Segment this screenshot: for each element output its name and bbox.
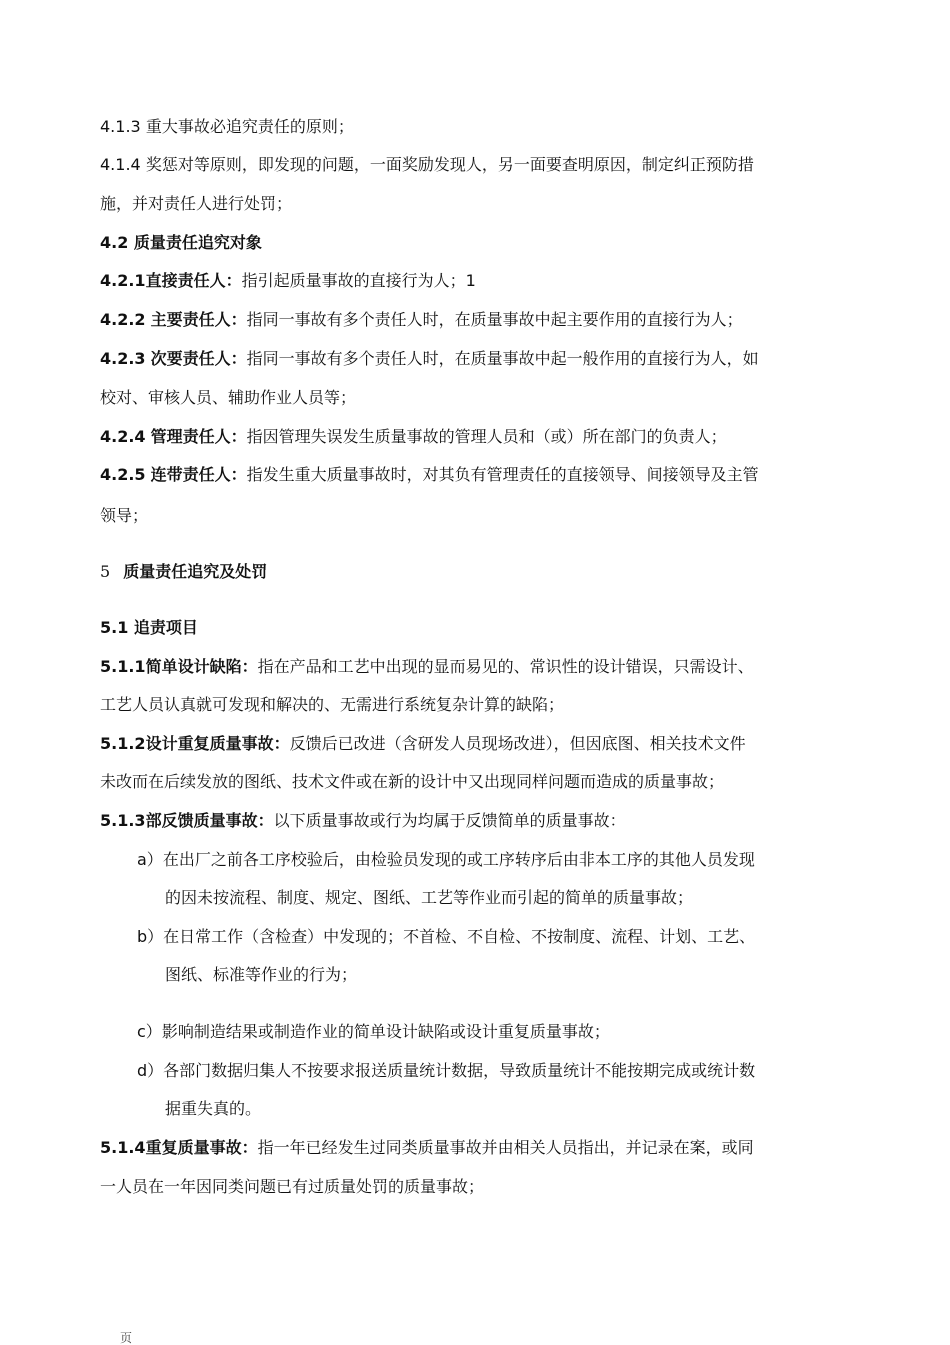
section-number: 5.1 [100,618,129,637]
heading-5 [100,561,267,583]
list-label: b） [137,927,164,946]
section-number: 5.1.1 [100,657,146,676]
term: 主要责任人： [150,310,247,329]
section-number: 4.2.2 [100,310,146,329]
term: 重复质量事故： [145,1138,258,1157]
term: 连带责任人： [150,465,247,484]
para-text: 反馈后已改进（含研发人员现场改进），但因底图、相关技术文件 [289,734,746,753]
term: 次要责任人： [150,349,247,368]
para-4-2-2 [100,309,743,331]
list-item-a-cont [165,887,693,909]
para-4-2-3-cont [100,387,356,409]
term: 简单设计缺陷： [145,657,258,676]
list-label: a） [137,850,163,869]
para-text: 指一年已经发生过同类质量事故并由相关人员指出，并记录在案，或同 [257,1138,754,1157]
para-text: 指因管理失误发生质量事故的管理人员和（或）所在部门的负责人； [246,427,727,446]
para-4-1-3 [100,116,354,138]
heading-5-1 [100,617,198,639]
para-text: 以下质量事故或行为均属于反馈简单的质量事故： [273,811,626,830]
para-5-1-1 [100,656,754,678]
para-text: 未改而在后续发放的图纸、技术文件或在新的设计中又出现同样问题而造成的质量事故； [100,772,725,791]
page-footer-label: 页 [120,1331,133,1345]
section-number: 5.1.2 [100,734,146,753]
section-number: 4.2.3 [100,349,146,368]
para-4-1-4 [100,154,754,176]
list-item-d [137,1060,755,1082]
heading-title: 追责项目 [133,618,198,637]
section-number: 5 [100,562,111,581]
list-item-c [137,1021,610,1043]
para-5-1-2 [100,733,746,755]
heading-title: 质量责任追究对象 [133,233,262,252]
section-number: 4.2.4 [100,427,146,446]
para-4-1-4-cont [100,193,292,215]
section-number: 4.2.1 [100,271,146,290]
para-text: 领导； [100,506,149,525]
list-text: 在日常工作（含检查）中发现的；不首检、不自检、不按制度、流程、计划、工艺、 [163,927,756,946]
para-text: 工艺人员认真就可发现和解决的、无需进行系统复杂计算的缺陷； [100,695,565,714]
term: 设计重复质量事故： [145,734,290,753]
section-number: 4.1.4 [100,155,141,174]
section-number: 5.1.3 [100,811,146,830]
para-text: 指同一事故有多个责任人时，在质量事故中起主要作用的直接行为人； [246,310,743,329]
para-text: 施，并对责任人进行处罚； [100,194,293,213]
list-text: 在出厂之前各工序校验后，由检验员发现的或工序转序后由非本工序的其他人员发现 [162,850,755,869]
list-item-b-cont [165,964,357,986]
term: 部反馈质量事故： [145,811,274,830]
para-4-2-5 [100,464,759,486]
term: 直接责任人： [145,271,242,290]
term: 管理责任人： [150,427,247,446]
list-label: d） [137,1061,164,1080]
section-number: 4.2.5 [100,465,146,484]
para-text: 校对、审核人员、辅助作业人员等； [100,388,357,407]
list-item-a [137,849,755,871]
para-5-1-3 [100,810,626,832]
para-4-2-5-cont [100,505,148,527]
para-text: 奖惩对等原则，即发现的问题，一面奖励发现人，另一面要查明原因，制定纠正预防措 [145,155,754,174]
para-text: 指引起质量事故的直接行为人；1 [241,271,476,290]
para-text: 重大事故必追究责任的原则； [145,117,354,136]
heading-title: 质量责任追究及处罚 [123,562,268,581]
heading-4-2 [100,232,262,254]
list-item-d-cont [165,1098,261,1120]
list-text: 影响制造结果或制造作业的简单设计缺陷或设计重复质量事故； [161,1022,610,1041]
list-text: 的因未按流程、制度、规定、图纸、工艺等作业而引起的简单的质量事故； [165,888,694,907]
para-4-2-4 [100,426,727,448]
list-label: c） [137,1022,162,1041]
para-4-2-3 [100,348,759,370]
list-text: 据重失真的。 [165,1099,262,1118]
para-text: 指同一事故有多个责任人时，在质量事故中起一般作用的直接行为人，如 [246,349,759,368]
list-text: 各部门数据归集人不按要求报送质量统计数据，导致质量统计不能按期完成或统计数 [163,1061,756,1080]
para-5-1-4-cont [100,1176,484,1198]
para-5-1-4 [100,1137,754,1159]
para-5-1-2-cont [100,771,724,793]
para-text: 指发生重大质量事故时，对其负有管理责任的直接领导、间接领导及主管 [246,465,759,484]
section-number: 5.1.4 [100,1138,146,1157]
section-number: 4.2 [100,233,129,252]
para-5-1-1-cont [100,694,564,716]
para-text: 指在产品和工艺中出现的显而易见的、常识性的设计错误，只需设计、 [257,657,754,676]
para-4-2-1 [100,270,476,292]
para-text: 一人员在一年因同类问题已有过质量处罚的质量事故； [100,1177,485,1196]
list-text: 图纸、标准等作业的行为； [165,965,358,984]
list-item-b [137,926,755,948]
section-number: 4.1.3 [100,117,141,136]
